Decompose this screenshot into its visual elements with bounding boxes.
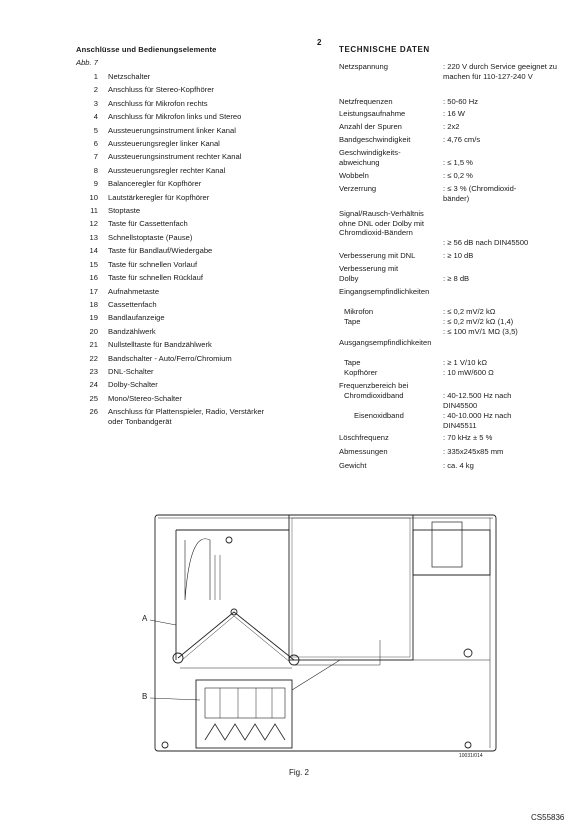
list-item-number: 19 [89, 313, 98, 323]
spec-label: Netzfrequenzen [339, 97, 393, 106]
list-item-number: 17 [89, 286, 98, 296]
spec-label: Netzspannung [339, 62, 388, 71]
spec-label: Frequenzbereich bei [339, 381, 409, 390]
list-item-number: 2 [93, 85, 98, 95]
spec-value: : ≤ 0,2 mV/2 kΩ [443, 307, 496, 316]
spec-value: : ≤ 0,2 mV/2 kΩ (1,4) [443, 317, 514, 326]
spec-value: : 40-12.500 Hz nach DIN45500 [443, 391, 512, 410]
spec-value: : ≤ 1,5 % [443, 158, 473, 167]
list-item-label: Taste für schnellen Vorlauf [108, 259, 198, 269]
spec-label: Eingangsempfindlichkeiten [339, 287, 430, 296]
figure-reference: Abb. 7 [76, 58, 98, 67]
list-item-label: Aussteuerungsregler linker Kanal [108, 139, 220, 149]
spec-label: Bandgeschwindigkeit [339, 135, 411, 144]
list-item-number: 11 [90, 206, 98, 216]
list-item-number: 26 [89, 407, 98, 417]
list-item-label: Anschluss für Mikrofon rechts [108, 98, 208, 108]
spec-label: Wobbeln [339, 171, 369, 180]
transformer-block [289, 515, 413, 660]
drawing-code: 10031/014 [459, 753, 483, 759]
spec-value: : 16 W [443, 109, 465, 118]
list-item-label: Netzschalter [108, 72, 151, 81]
list-item-number: 21 [89, 340, 98, 350]
figure-caption: Fig. 2 [289, 768, 310, 777]
spec-label: Tape [344, 358, 361, 367]
list-item-number: 18 [89, 299, 98, 309]
spec-value: : 335x245x85 mm [443, 447, 504, 456]
list-item-label: Nullstelltaste für Bandzählwerk [108, 340, 212, 350]
list-item-number: 14 [89, 246, 98, 256]
connections-heading: Anschlüsse und Bedienungselemente [76, 45, 217, 54]
list-item-label: Bandzählwerk [108, 326, 156, 336]
spec-value: : ≤ 0,2 % [443, 171, 473, 180]
list-item-label: Aufnahmetaste [108, 286, 160, 296]
list-item-label: Taste für Cassettenfach [108, 219, 188, 229]
spec-label: Abmessungen [339, 447, 388, 456]
list-item-label: Bandschalter - Auto/Ferro/Chromium [108, 353, 232, 363]
spec-value: : ≥ 56 dB nach DIN45500 [443, 238, 529, 247]
spec-label: Anzahl der Spuren [339, 122, 402, 131]
list-item-number: 1 [93, 72, 98, 81]
spec-value: : 2x2 [443, 122, 460, 131]
spec-value: : ≥ 1 V/10 kΩ [443, 358, 488, 367]
list-item-label: Aussteuerungsinstrument linker Kanal [108, 125, 236, 135]
list-item-number: 15 [89, 259, 98, 269]
spec-value: : ≤ 3 % (Chromdioxid-bänder) [443, 184, 517, 203]
list-item-number: 13 [89, 232, 98, 242]
spec-label: Verbesserung mit DNL [339, 251, 416, 260]
document-code: CS55836 [531, 813, 565, 822]
spec-value: : ≥ 10 dB [443, 251, 474, 260]
list-item-label: Schnellstoptaste (Pause) [108, 232, 193, 242]
list-item-label: Lautstärkeregler für Kopfhörer [108, 192, 210, 202]
list-item-label: Aussteuerungsregler rechter Kanal [108, 165, 226, 175]
spec-label: Kopfhörer [344, 368, 378, 377]
list-item-label: Balanceregler für Kopfhörer [108, 179, 202, 189]
spec-value: : 220 V durch Service geeignet zu machen für 110-127-240 V [443, 62, 557, 81]
list-item-label: Bandlaufanzeige [108, 313, 165, 323]
list-item-label: Stoptaste [108, 206, 141, 216]
list-item-label: DNL-Schalter [108, 366, 154, 376]
right-module [413, 530, 490, 575]
list-item-number: 16 [89, 273, 98, 283]
list-item-label: Taste für Bandlauf/Wiedergabe [108, 246, 213, 256]
list-item-label: Mono/Stereo-Schalter [108, 393, 182, 403]
list-item-label: Aussteuerungsinstrument rechter Kanal [108, 152, 242, 162]
spec-label: Verzerrung [339, 184, 377, 193]
spec-label: Löschfrequenz [339, 433, 389, 442]
left-compartment [176, 530, 289, 660]
spec-value: : 50-60 Hz [443, 97, 479, 106]
list-item-number: 23 [89, 366, 98, 376]
list-item-number: 24 [89, 380, 98, 390]
spec-label: Leistungsaufnahme [339, 109, 406, 118]
spec-label: Geschwindigkeits-abweichung [339, 148, 401, 167]
list-item-label: Taste für schnellen Rücklauf [108, 273, 203, 283]
spec-label: Chromdioxidband [344, 391, 404, 400]
spec-label: Mikrofon [344, 307, 374, 316]
callout-a-leader [150, 620, 176, 625]
list-item-number: 3 [93, 98, 98, 108]
spec-label: Signal/Rausch-Verhältnis ohne DNL oder Dolby mit Chromdioxid-Bändern [339, 209, 424, 238]
spec-label: Verbesserung mit Dolby [339, 264, 399, 283]
spec-value: : 70 kHz ± 5 % [443, 433, 493, 442]
list-item-number: 4 [93, 112, 98, 122]
technical-data-heading: TECHNISCHE DATEN [339, 45, 430, 54]
list-item-label: Dolby-Schalter [108, 380, 158, 390]
list-item-number: 20 [89, 326, 98, 336]
spec-value: : ≥ 8 dB [443, 274, 470, 283]
page-number: 2 [317, 38, 322, 47]
list-item-number: 10 [89, 192, 98, 202]
spec-value: : ≤ 100 mV/1 MΩ (3,5) [443, 327, 518, 336]
list-item-number: 7 [93, 152, 98, 162]
callout-b-leader [150, 698, 200, 700]
list-item-number: 5 [93, 125, 98, 135]
list-item-number: 8 [93, 165, 98, 175]
spec-label: Ausgangsempfindlichkeiten [339, 338, 432, 347]
list-item-label: Anschluss für Stereo-Kopfhörer [108, 85, 214, 95]
spec-value: : 10 mW/600 Ω [443, 368, 494, 377]
spec-value: : 4,76 cm/s [443, 135, 481, 144]
callout-a: A [142, 614, 148, 623]
list-item-label: Anschluss für Mikrofon links und Stereo [108, 112, 242, 122]
list-item-number: 9 [93, 179, 98, 189]
spec-label: Tape [344, 317, 361, 326]
spec-label: Gewicht [339, 461, 367, 470]
list-item-label: Cassettenfach [108, 299, 157, 309]
spec-value: : 40-10.000 Hz nach DIN45511 [443, 411, 512, 430]
list-item-number: 25 [89, 393, 98, 403]
callout-b: B [142, 692, 148, 701]
chassis-outline [155, 515, 496, 751]
list-item-number: 22 [89, 353, 98, 363]
spec-value: : ca. 4 kg [443, 461, 474, 470]
list-item-label: Anschluss für Plattenspieler, Radio, Verstärker oder Tonbandgerät [108, 407, 265, 426]
spec-label: Eisenoxidband [354, 411, 404, 420]
drive-belt [178, 612, 294, 660]
list-item-number: 6 [93, 139, 98, 149]
list-item-number: 12 [89, 219, 98, 229]
